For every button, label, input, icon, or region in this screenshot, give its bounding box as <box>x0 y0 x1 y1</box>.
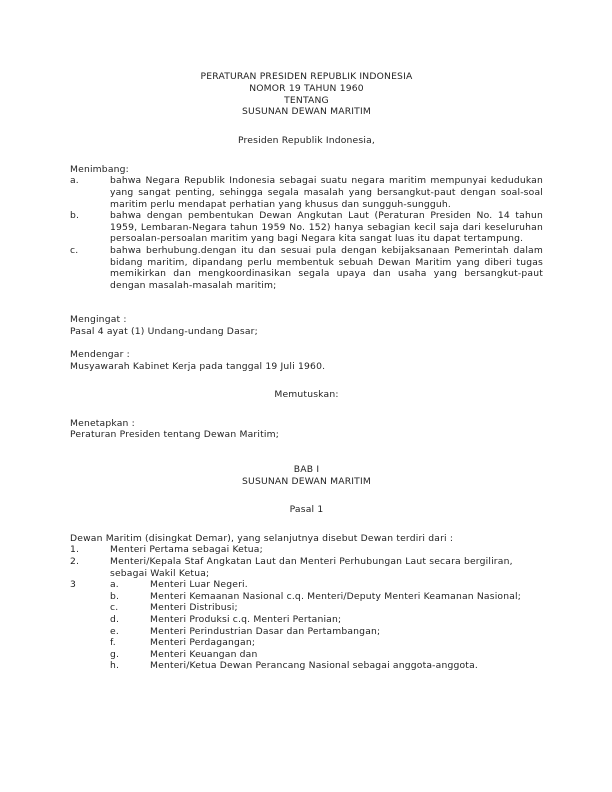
article-item-3-sub-b-text: Menteri Kemaanan Nasional c.q. Menteri/Deputy Menteri Keamanan Nasional; <box>150 590 522 602</box>
spacer <box>70 441 543 464</box>
hearing-label: Mendengar : <box>70 349 130 361</box>
considering-item-c-marker: c. <box>70 244 79 256</box>
recalling-label: Mengingat : <box>70 314 127 326</box>
article-item-3-sub-b <box>110 591 543 603</box>
title-line-number: NOMOR 19 TAHUN 1960 <box>249 82 364 94</box>
title-line-about: TENTANG <box>284 94 329 106</box>
article-intro: Dewan Maritim (disingkat Demar), yang selanjutnya disebut Dewan terdiri dari : <box>70 532 454 544</box>
article-item-1-marker: 1. <box>70 544 80 556</box>
article-item-3-sub-g-text: Menteri Keuangan dan <box>150 648 258 660</box>
article-item-3-sub-c-text: Menteri Distribusi; <box>150 602 238 614</box>
article-item-3-marker: 3 <box>70 579 77 591</box>
article-item-3-sub-c-marker: c. <box>110 602 119 614</box>
considering-item-a <box>70 175 543 210</box>
establishing-text: Peraturan Presiden tentang Dewan Maritim; <box>70 429 279 441</box>
authority-line: Presiden Republik Indonesia, <box>237 135 376 147</box>
article-item-3-sub-d <box>110 614 543 626</box>
article-item-3-sub-a-text: Menteri Luar Negeri. <box>150 579 248 591</box>
article-item-3-sub-h-text: Menteri/Ketua Dewan Perancang Nasional sebagai anggota-anggota. <box>150 660 478 672</box>
article-item-3-sub-e-text: Menteri Perindustrian Dasar dan Pertambangan; <box>150 625 381 637</box>
article-item-3-sub-d-text: Menteri Produksi c.q. Menteri Pertanian; <box>150 614 342 625</box>
document-title-block <box>70 71 543 118</box>
spacer <box>70 338 543 350</box>
title-line-regulation: PERATURAN PRESIDEN REPUBLIK INDONESIA <box>200 71 413 82</box>
article-item-3-sub-g <box>110 649 543 661</box>
spacer <box>70 118 543 135</box>
establishing-label: Menetapkan : <box>70 417 135 429</box>
article-item-3-sub-e-marker: e. <box>110 625 119 637</box>
considering-item-b <box>70 210 543 245</box>
hearing-text: Musyawarah Kabinet Kerja pada tanggal 19 Juli 1960. <box>70 360 326 372</box>
article-item-1-text: Menteri Pertama sebagai Ketua; <box>110 544 263 556</box>
article-number: Pasal 1 <box>289 504 324 516</box>
considering-item-b-marker: b. <box>70 210 80 222</box>
article-item-3-sub-d-marker: d. <box>110 614 120 625</box>
spacer <box>70 147 543 164</box>
considering-item-c <box>70 245 543 291</box>
article-item-3-sub-g-marker: g. <box>110 648 120 660</box>
decides-heading: Memutuskan: <box>274 389 339 401</box>
spacer <box>70 291 543 314</box>
title-line-subject: SUSUNAN DEWAN MARITIM <box>242 106 371 118</box>
article-item-2-text: Menteri/Kepala Staf Angkatan Laut dan Menteri Perhubungan Laut secara bergiliran, sebagai Wakil Ketua; <box>110 556 513 579</box>
article-item-3-sub-f-text: Menteri Perdagangan; <box>150 637 256 649</box>
article-item-3-sub-h-marker: h. <box>110 660 120 672</box>
recalling-text: Pasal 4 ayat (1) Undang-undang Dasar; <box>70 325 258 337</box>
considering-item-a-marker: a. <box>70 175 79 187</box>
article-item-3-sub-c <box>110 602 543 614</box>
considering-label: Menimbang: <box>70 163 129 175</box>
considering-item-b-text: bahwa dengan pembentukan Dewan Angkutan Laut (Peraturan Presiden No. 14 tahun 1959, Lembaran-Negara tahun 1959 No. 152) hanya sebagian kecil saja dari keseluruhan persoalan-persoalan maritim yang bagi Negara kita sangat luas itu dapat tertampung. <box>110 210 543 245</box>
spacer <box>70 487 543 504</box>
spacer <box>70 372 543 389</box>
considering-item-a-text: bahwa Negara Republik Indonesia sebagai suatu negara maritim mempunyai kedudukan yang sangat penting, sehingga segala masalah yang bersangkut-paut dengan soal-soal maritim perlu mendapat perhatian yang khusus dan sungguh-sungguh. <box>110 175 543 210</box>
article-item-2-marker: 2. <box>70 556 80 568</box>
article-item-3-sub-e <box>110 626 543 638</box>
article-item-1 <box>70 544 543 556</box>
considering-item-c-text: bahwa berhubung.dengan itu dan sesuai pula dengan kebijaksanaan Pemerintah dalam bidang maritim, dipandang perlu membentuk sebuah Dewan Maritim yang diberi tugas memikirkan dan mengkoordinasikan segala upaya dan usaha yang bersangkut-paut dengan masalah-masalah maritim; <box>110 244 543 291</box>
spacer <box>70 401 543 418</box>
spacer <box>70 516 543 533</box>
article-item-3-sub-b-marker: b. <box>110 590 120 602</box>
article-item-3-sub-a-marker: a. <box>110 579 119 591</box>
chapter-name: SUSUNAN DEWAN MARITIM <box>242 475 371 487</box>
article-item-3-sub-f-marker: f. <box>110 637 116 649</box>
article-item-3-sub-h <box>110 660 543 672</box>
document-body <box>70 71 543 672</box>
article-item-3-sub-f <box>110 637 543 649</box>
article-item-3-sub-a <box>70 579 543 591</box>
article-item-2 <box>70 556 543 579</box>
chapter-number: BAB I <box>293 464 320 476</box>
